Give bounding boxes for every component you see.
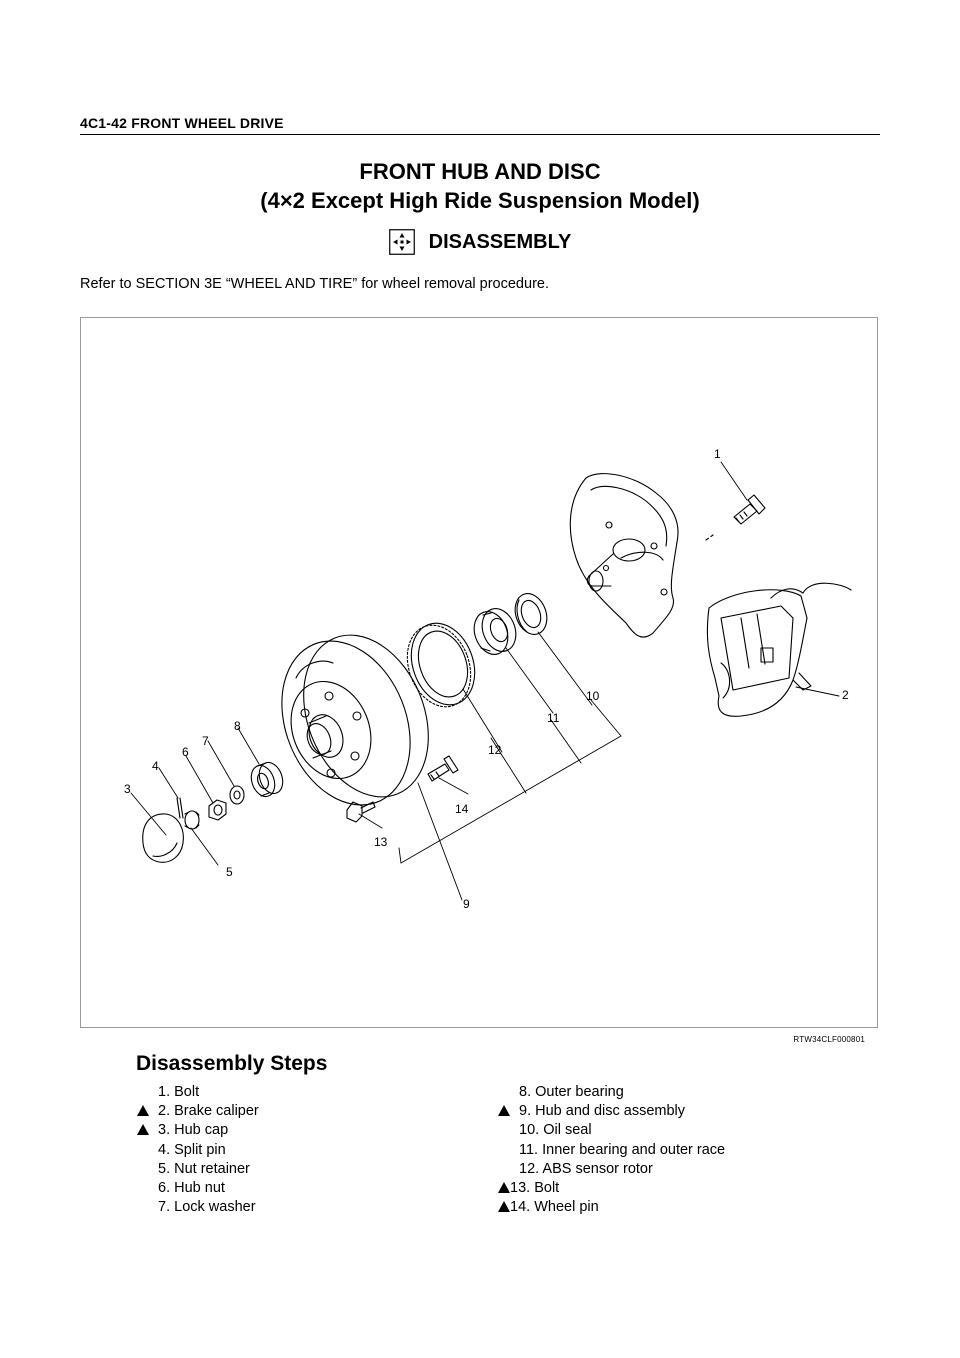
list-item: 8. Outer bearing <box>519 1084 624 1100</box>
callout-10: 10 <box>586 689 600 703</box>
page-subtitle: (4×2 Except High Ride Suspension Model) <box>260 188 700 213</box>
callout-11: 11 <box>547 711 560 725</box>
hub-cap-3-drawing <box>143 814 184 862</box>
list-item: 9. Hub and disc assembly <box>498 1102 725 1121</box>
exploded-diagram <box>81 318 879 1029</box>
callout-8: 8 <box>234 719 241 733</box>
bolt-1-drawing <box>706 495 765 540</box>
list-item: 6. Hub nut <box>158 1179 225 1196</box>
callout-9: 9 <box>463 897 470 911</box>
bolt-13-drawing <box>347 802 375 822</box>
list-item: 1. Bolt <box>158 1084 200 1100</box>
steps-title: Disassembly Steps <box>136 1052 328 1075</box>
callout-6: 6 <box>182 745 189 759</box>
intro-text: Refer to SECTION 3E “WHEEL AND TIRE” for wheel removal procedure. <box>80 276 549 292</box>
callout-14: 14 <box>455 802 469 816</box>
list-item: 13. Bolt <box>498 1179 725 1198</box>
list-item: 14. Wheel pin <box>498 1198 725 1217</box>
section-label: DISASSEMBLY <box>428 230 572 253</box>
hub-nut-6-drawing <box>209 800 226 820</box>
lock-washer-7-drawing <box>230 786 244 804</box>
list-item: 11. Inner bearing and outer race <box>519 1141 726 1158</box>
caution-triangle-icon <box>137 1105 149 1116</box>
list-item: 12. ABS sensor rotor <box>519 1160 653 1177</box>
outer-bearing-8-drawing <box>247 759 287 800</box>
inner-bearing-11-drawing <box>468 604 521 659</box>
disassembly-arrows-icon <box>389 229 415 255</box>
split-pin-4-drawing <box>177 798 183 818</box>
page-header: 4C1-42 FRONT WHEEL DRIVE <box>80 115 880 135</box>
list-item: 7. Lock washer <box>158 1199 256 1216</box>
callout-7: 7 <box>202 734 209 748</box>
caution-triangle-icon <box>137 1124 149 1135</box>
caution-triangle-icon <box>498 1182 510 1193</box>
list-item: 3. Hub cap <box>137 1121 259 1140</box>
caution-triangle-icon <box>498 1201 510 1212</box>
figure-code: RTW34CLF000801 <box>793 1035 865 1044</box>
list-item: 2. Brake caliper <box>137 1102 259 1121</box>
exploded-view-figure <box>80 317 878 1028</box>
list-item: 5. Nut retainer <box>158 1160 250 1177</box>
wheel-pin-14-drawing <box>428 756 458 781</box>
nut-retainer-5-drawing <box>185 811 199 829</box>
page-title: FRONT HUB AND DISC <box>359 159 601 184</box>
abs-sensor-rotor-12-drawing <box>396 614 485 715</box>
callout-12: 12 <box>488 743 502 757</box>
section-heading <box>0 229 960 255</box>
steps-list-right <box>498 1083 725 1217</box>
callout-4: 4 <box>152 759 159 773</box>
callout-5: 5 <box>226 865 233 879</box>
leader-lines <box>131 462 839 900</box>
callout-13: 13 <box>374 835 388 849</box>
knuckle-shield-drawing <box>570 474 678 638</box>
brake-caliper-2-drawing <box>707 583 851 716</box>
list-item: 10. Oil seal <box>519 1122 592 1139</box>
steps-list-left <box>137 1083 259 1217</box>
hub-disc-9-drawing <box>259 616 452 824</box>
list-item: 4. Split pin <box>158 1141 226 1158</box>
callout-1: 1 <box>714 447 721 461</box>
callout-3: 3 <box>124 782 131 796</box>
callout-2: 2 <box>842 688 849 702</box>
caution-triangle-icon <box>498 1105 510 1116</box>
